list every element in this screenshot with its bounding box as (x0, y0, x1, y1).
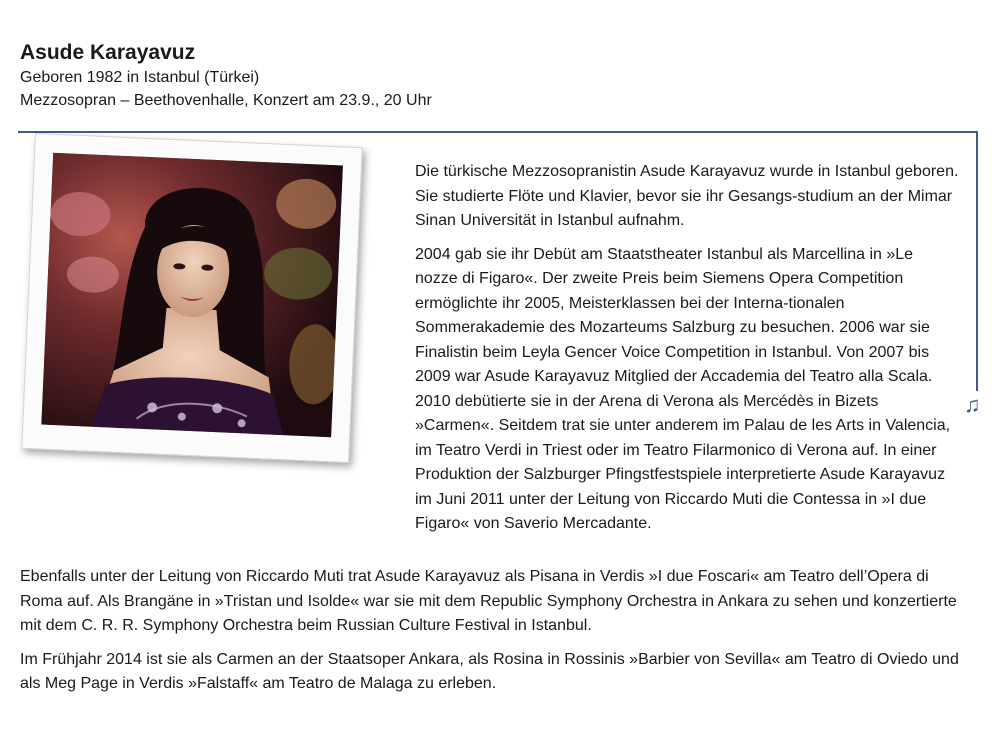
concert-info: Mezzosopran – Beethovenhalle, Konzert am 23.9., 20 Uhr (20, 92, 432, 109)
bio-full-width (20, 565, 975, 706)
header (20, 40, 432, 112)
bio-paragraph: Im Frühjahr 2014 ist sie als Carmen an der Staatsoper Ankara, als Rosina in Rossinis »Barbier von Sevilla« am Teatro di Oviedo und als Meg Page in Verdis »Falstaff« am Teatro de Malaga zu erleben. (20, 650, 959, 692)
music-note-icon: ♫ (964, 392, 981, 417)
artist-name: Asude Karayavuz (20, 41, 196, 64)
bio-paragraph: 2004 gab sie ihr Debüt am Staatstheater Istanbul als Marcellina in »Le nozze di Figaro«. Der zweite Preis beim Siemens Opera Competition ermöglichte ihr 2005, Meisterklassen bei der Interna-tionalen Sommerakademie des Mozarteums Salzburg zu besuchen. 2006 war sie Finalistin beim Leyla Gencer Voice Competition in Istanbul. Von 2007 bis 2009 war Asude Karayavuz Mitglied der Accademia del Teatro alla Scala. 2010 debütierte sie in der Arena di Verona als Mercédès in Bizets »Carmen«. Seitdem trat sie unter anderem im Palau de les Arts in Valencia, im Teatro Verdi in Triest oder im Teatro Filarmonico di Verona auf. In einer Produktion der Salzburger Pfingstfestspiele interpretierte Asude Karayavuz im Juni 2011 unter der Leitung von Riccardo Muti die Contessa in »I due Figaro« von Saverio Mercadante. (415, 245, 951, 532)
bio-paragraph: Ebenfalls unter der Leitung von Riccardo Muti trat Asude Karayavuz als Pisana in Verdis »I due Foscari« am Teatro dell’Opera di Roma auf. Als Brangäne in »Tristan und Isolde« war sie mit dem Republic Symphony Orchestra in Ankara zu sehen und konzertierte mit dem C. R. R. Symphony Orchestra beim Russian Culture Festival in Istanbul. (20, 568, 957, 634)
bio-side-column (415, 160, 960, 546)
portrait-photo (41, 153, 343, 437)
birth-info: Geboren 1982 in Istanbul (Türkei) (20, 69, 260, 86)
photo-frame (21, 133, 362, 463)
bio-paragraph: Die türkische Mezzosopranistin Asude Karayavuz wurde in Istanbul geboren. Sie studierte Flöte und Klavier, bevor sie ihr Gesangs-studium an der Mimar Sinan Universität in Istanbul aufnahm. (415, 163, 959, 229)
